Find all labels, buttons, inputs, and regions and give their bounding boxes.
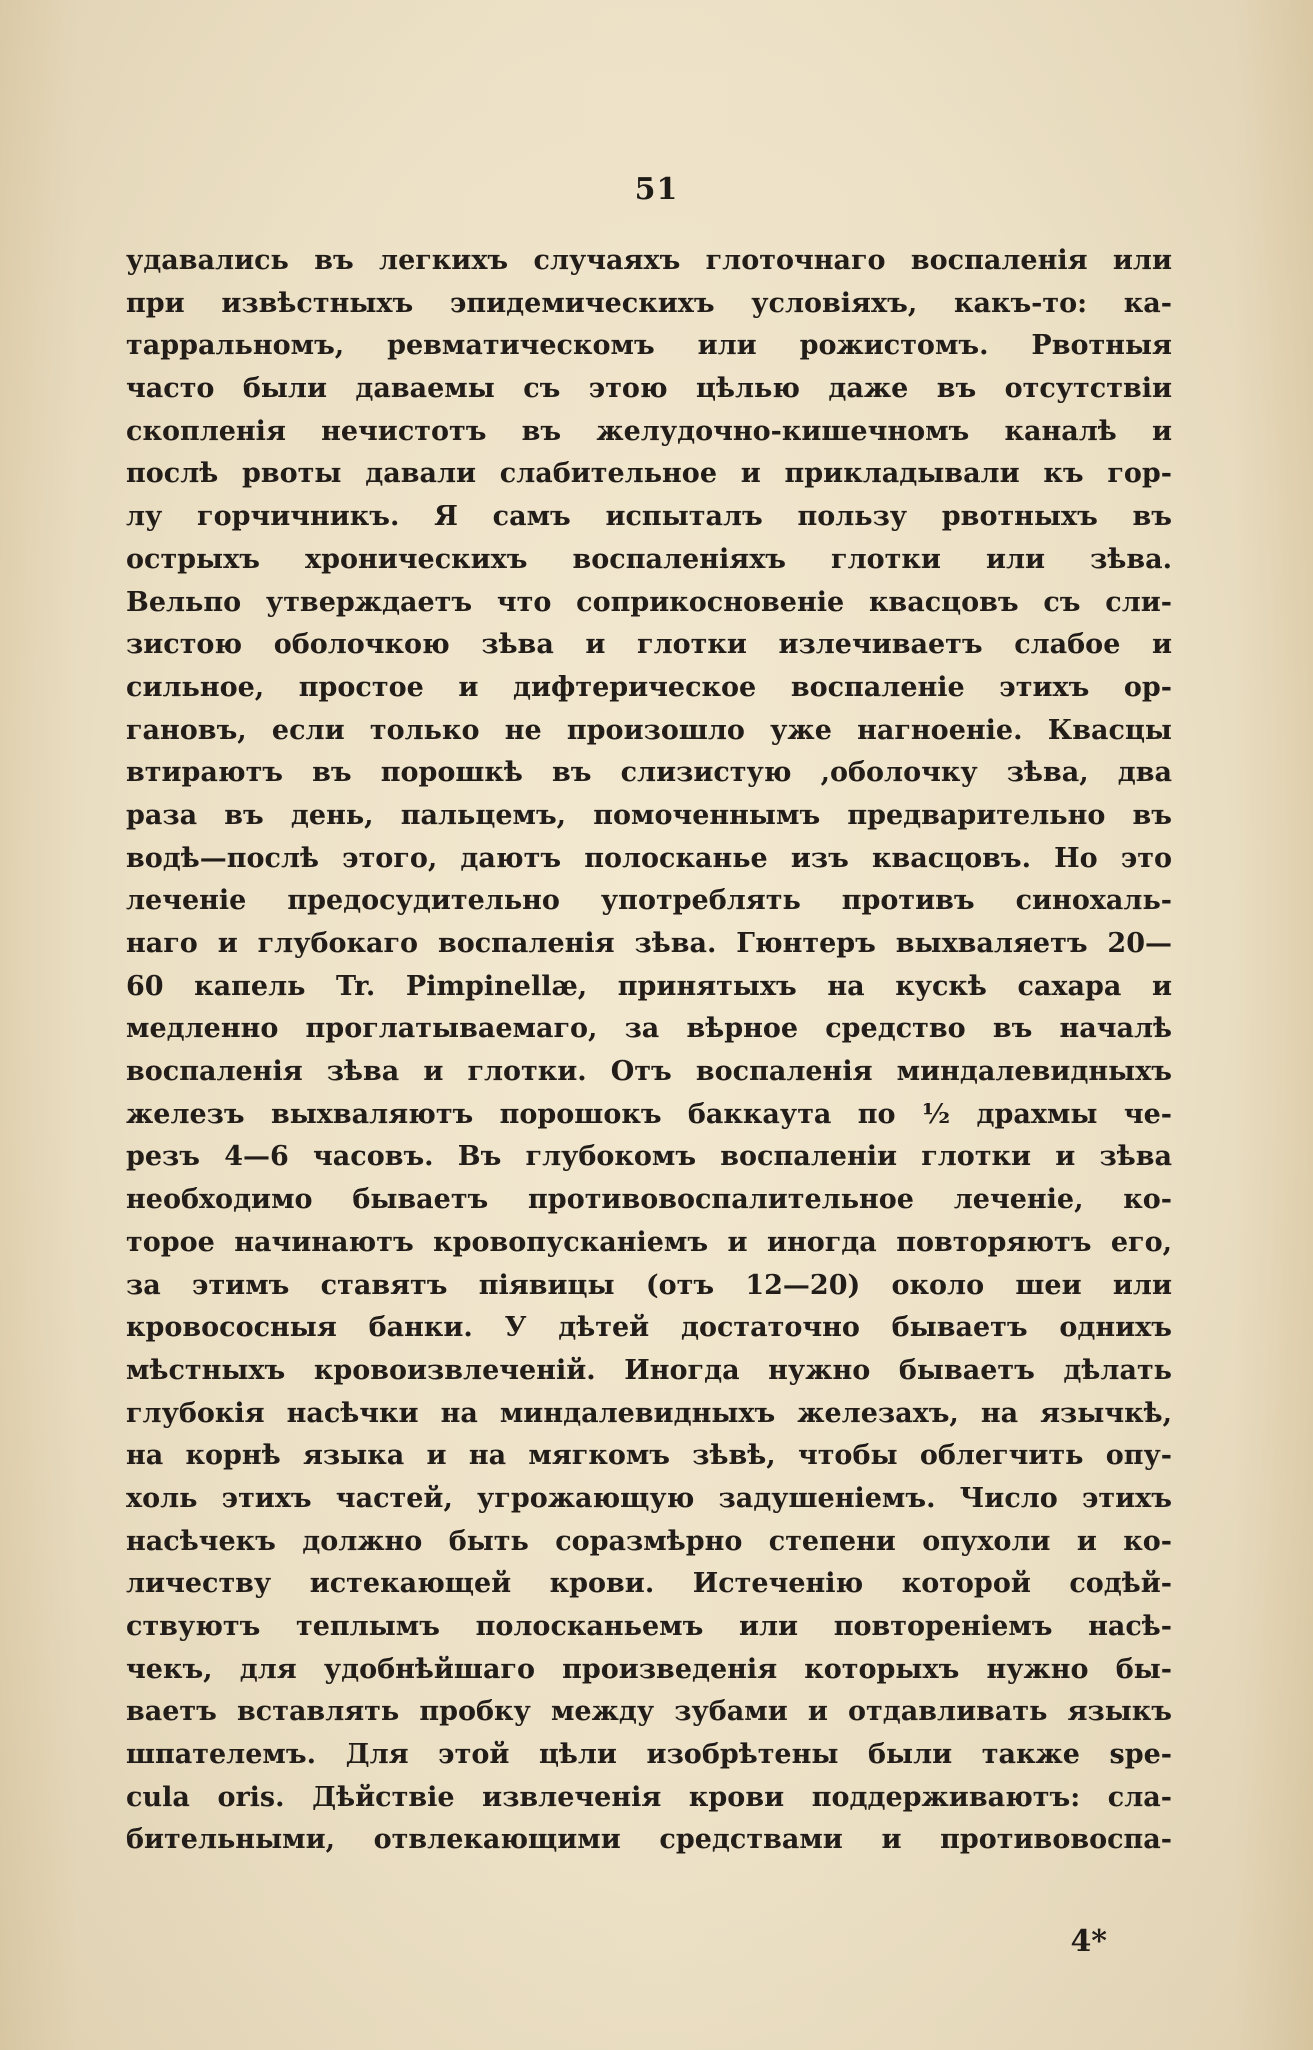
text-line: бительными, отвлекающими средствами и противовоспа- xyxy=(126,1824,1172,1856)
text-line: удавались въ легкихъ случаяхъ глоточнаго воспаленія или xyxy=(126,245,1172,276)
text-line: гановъ, если только не произошло уже нагноеніе. Квасцы xyxy=(126,714,1172,746)
text-line: тарральномъ, ревматическомъ или рожистомъ. Рвотныя xyxy=(126,330,1172,362)
text-line: чекъ, для удобнѣйшаго произведенія которыхъ нужно бы- xyxy=(126,1653,1172,1685)
text-line: cula oris. Дѣйствіе извлеченія крови поддерживаютъ: сла- xyxy=(126,1781,1172,1813)
text-line: ствуютъ теплымъ полосканьемъ или повтореніемъ насѣ- xyxy=(126,1611,1172,1642)
text-line: раза въ день, пальцемъ, помоченнымъ предварительно въ xyxy=(126,799,1172,831)
text-line: при извѣстныхъ эпидемическихъ условіяхъ, какъ-то: ка- xyxy=(126,287,1172,319)
text-line: зистою оболочкою зѣва и глотки излечиваетъ слабое и xyxy=(126,629,1172,661)
printer-signature-mark: 4* xyxy=(1070,1924,1107,1959)
text-line: насѣчекъ должно быть соразмѣрно степени опухоли и ко- xyxy=(126,1525,1172,1557)
text-line: воспаленія зѣва и глотки. Отъ воспаленія миндалевидныхъ xyxy=(126,1056,1172,1088)
text-line: необходимо бываетъ противовоспалительное леченіе, ко- xyxy=(126,1184,1172,1216)
text-line: железъ выхваляютъ порошокъ баккаута по ½ драхмы че- xyxy=(126,1098,1172,1130)
text-line: торое начинаютъ кровопусканіемъ и иногда повторяютъ его, xyxy=(126,1226,1172,1258)
text-line: на корнѣ языка и на мягкомъ зѣвѣ, чтобы облегчить опу- xyxy=(126,1440,1172,1472)
text-line: ваетъ вставлять пробку между зубами и отдавливать языкъ xyxy=(126,1696,1172,1728)
body-text xyxy=(126,240,1172,1862)
text-line: за этимъ ставятъ піявицы (отъ 12—20) около шеи или xyxy=(126,1269,1172,1301)
text-line: глубокія насѣчки на миндалевидныхъ железахъ, на язычкѣ, xyxy=(126,1397,1172,1429)
text-line: Вельпо утверждаетъ что соприкосновеніе квасцовъ съ сли- xyxy=(126,586,1172,618)
text-line: леченіе предосудительно употреблять противъ синохаль- xyxy=(126,885,1172,917)
text-line: шпателемъ. Для этой цѣли изобрѣтены были также spe- xyxy=(126,1739,1172,1771)
text-line: 60 капель Tr. Pimpinellæ, принятыхъ на кускѣ сахара и xyxy=(126,970,1172,1002)
text-line: наго и глубокаго воспаленія зѣва. Гюнтеръ выхваляетъ 20— xyxy=(126,928,1172,959)
page-number: 51 xyxy=(634,172,679,207)
text-line: кровососныя банки. У дѣтей достаточно бываетъ однихъ xyxy=(126,1312,1172,1344)
text-line: скопленія нечистотъ въ желудочно-кишечномъ каналѣ и xyxy=(126,415,1172,447)
text-line: часто были даваемы съ этою цѣлью даже въ отсутствіи xyxy=(126,373,1172,405)
text-line: холь этихъ частей, угрожающую задушеніемъ. Число этихъ xyxy=(126,1482,1172,1514)
text-line: сильное, простое и дифтерическое воспаленіе этихъ ор- xyxy=(126,671,1172,703)
text-line: острыхъ хроническихъ воспаленіяхъ глотки или зѣва. xyxy=(126,543,1172,575)
text-line: медленно проглатываемаго, за вѣрное средство въ началѣ xyxy=(126,1013,1172,1045)
text-line: втираютъ въ порошкѣ въ слизистую ,оболочку зѣва, два xyxy=(126,757,1172,789)
text-line: послѣ рвоты давали слабительное и прикладывали къ гор- xyxy=(126,458,1172,490)
text-line: водѣ—послѣ этого, даютъ полосканье изъ квасцовъ. Но это xyxy=(126,842,1172,874)
text-line: резъ 4—6 часовъ. Въ глубокомъ воспаленіи глотки и зѣва xyxy=(126,1141,1172,1173)
text-line: лу горчичникъ. Я самъ испыталъ пользу рвотныхъ въ xyxy=(126,501,1172,533)
text-line: мѣстныхъ кровоизвлеченій. Иногда нужно бываетъ дѣлать xyxy=(126,1354,1172,1386)
text-line: личеству истекающей крови. Истеченію которой содѣй- xyxy=(126,1568,1172,1600)
